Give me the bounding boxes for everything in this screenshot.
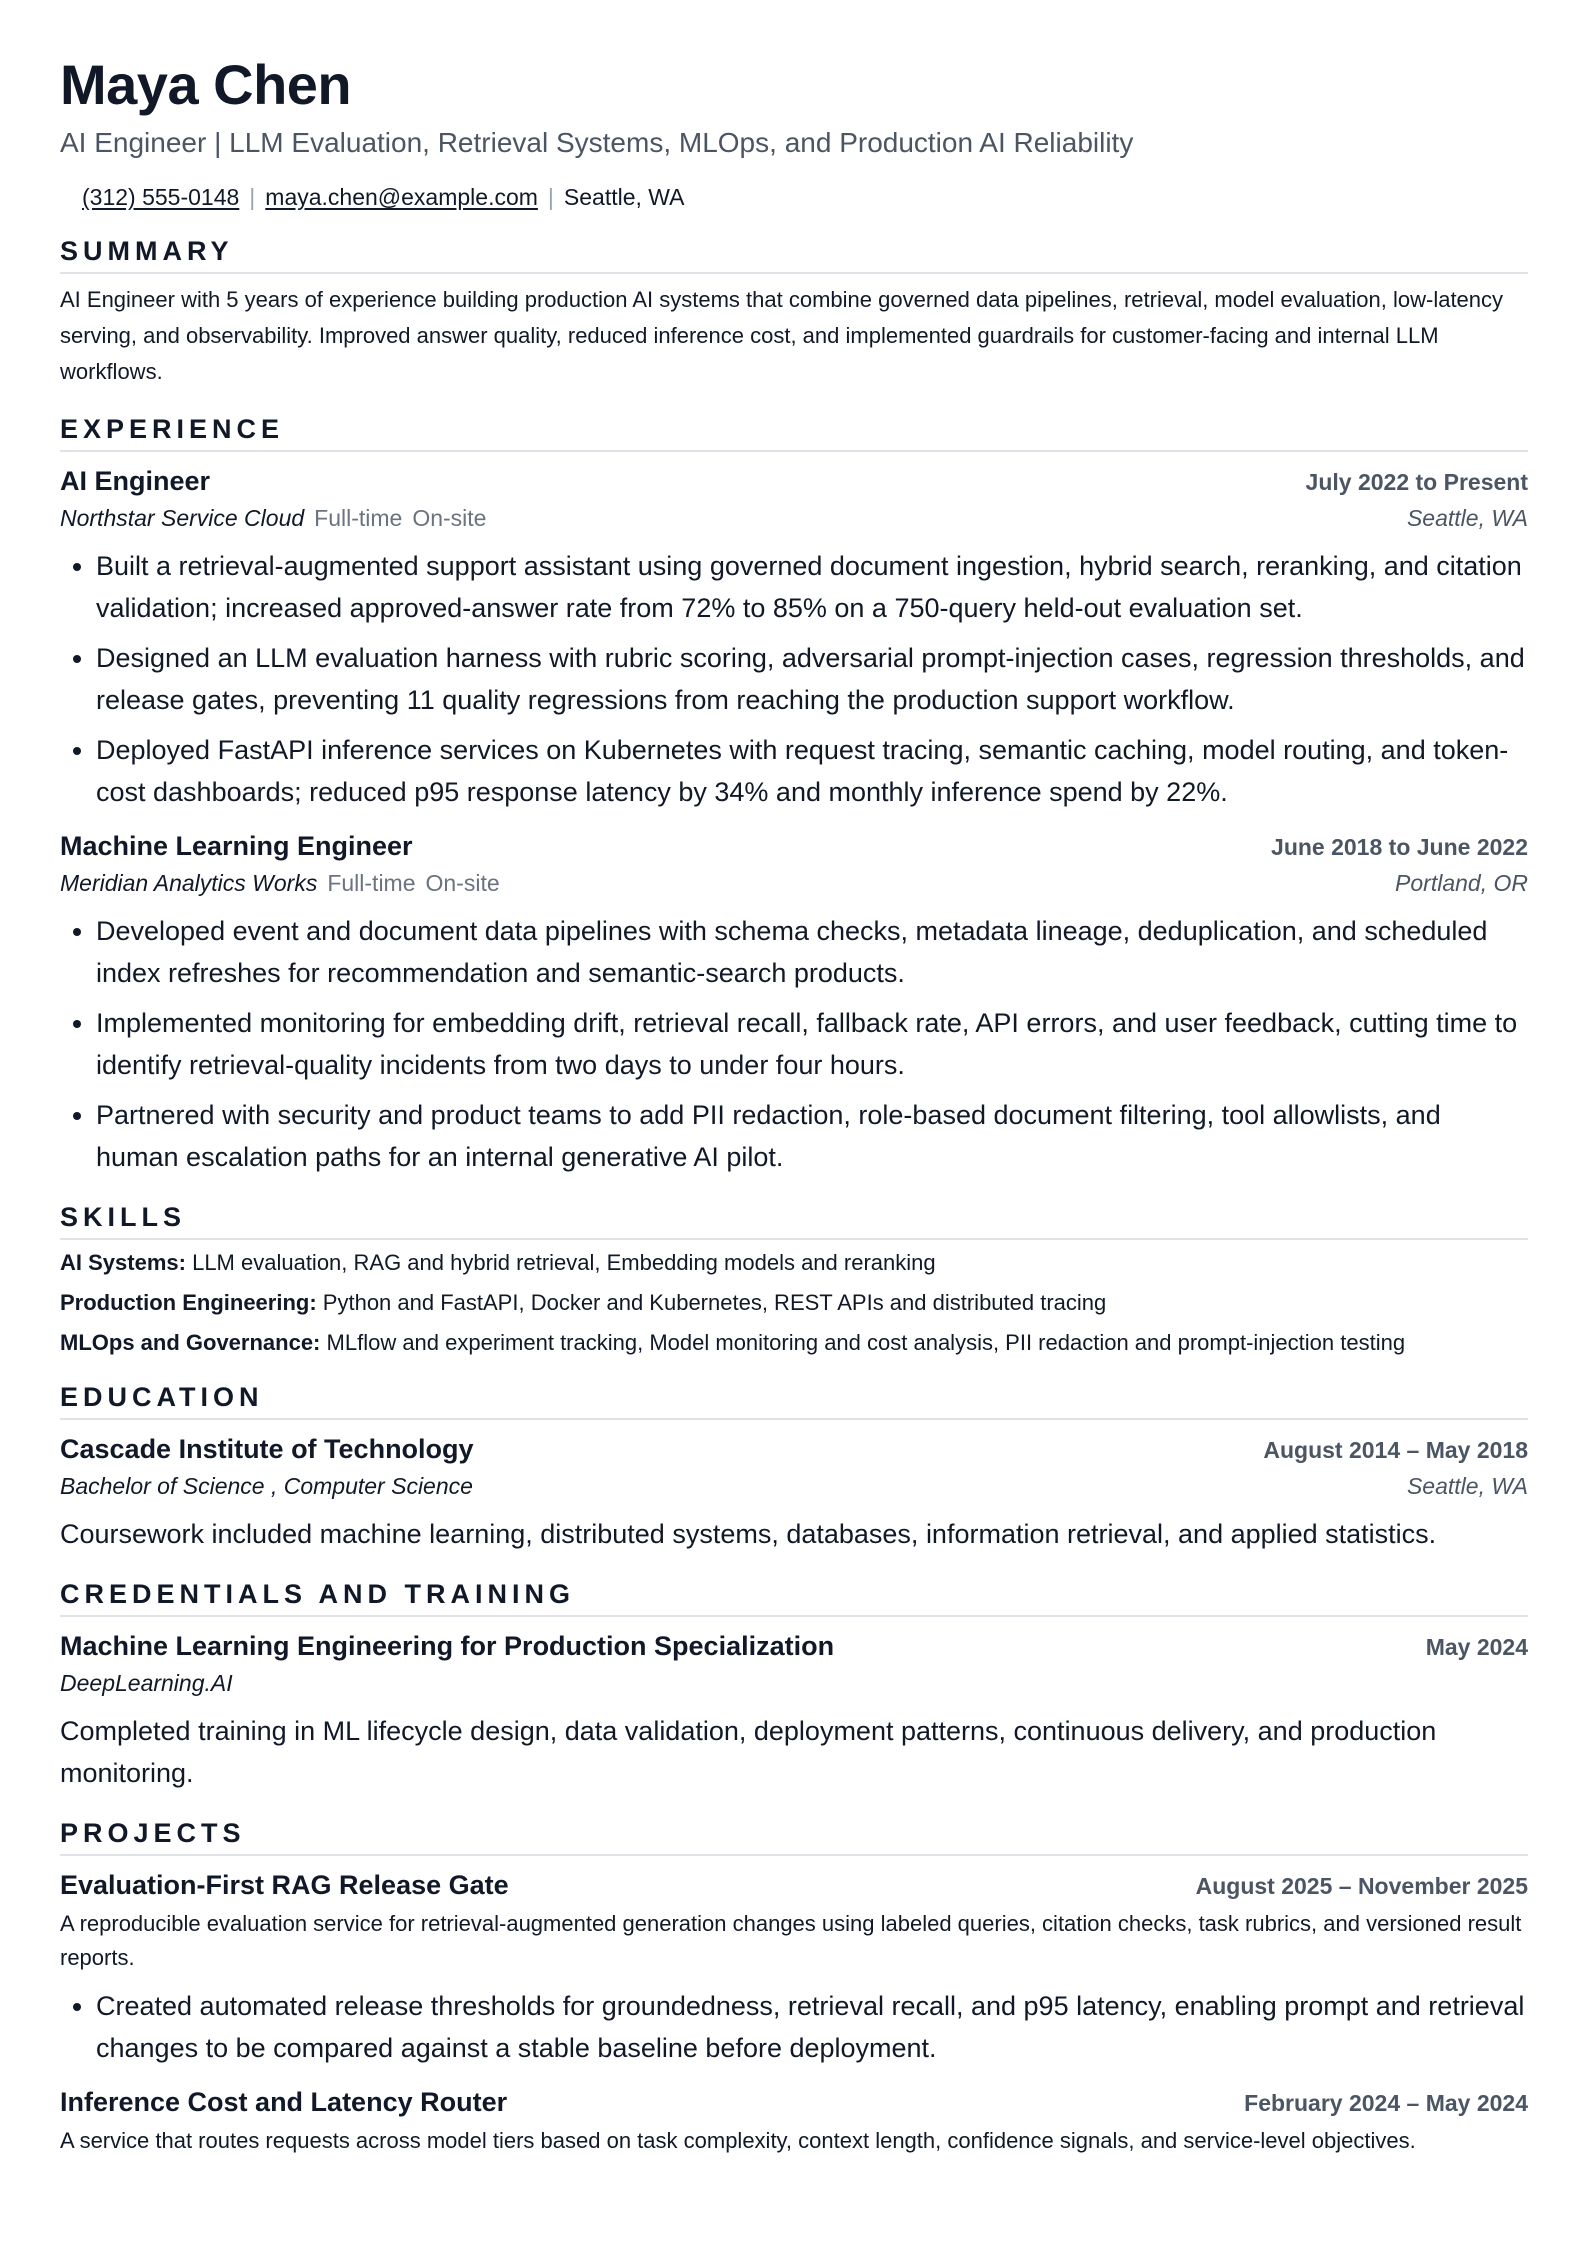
job-entry [60, 462, 1528, 813]
education-entry [60, 1430, 1528, 1555]
credential-date: May 2024 [1425, 1634, 1528, 1660]
project-description: A service that routes requests across model tiers based on task complexity, context length, confidence signals, and service-level objectives. [60, 2128, 1416, 2153]
list-item: • Partnered with security and product teams to add PII redaction, role-based document filtering, tool allowlists, and human escalation paths for an internal generative AI pilot. [96, 1094, 1528, 1178]
project-entry [60, 1866, 1528, 2069]
skill-group-label: AI Systems: [60, 1250, 186, 1275]
summary-text: AI Engineer with 5 years of experience building production AI systems that combine governed data pipelines, retrieval, model evaluation, low-latency serving, and observability. Improved answer quality, reduced inference cost, and implemented guardrails for customer-facing and internal LLM workflows. [60, 287, 1504, 384]
education-details: Coursework included machine learning, distributed systems, databases, information retrieval, and applied statistics. [60, 1519, 1437, 1549]
credentials-section [60, 1577, 1528, 1794]
degree: Bachelor of Science , Computer Science [60, 1473, 473, 1499]
section-title: SUMMARY [60, 234, 1528, 274]
phone-link[interactable]: (312) 555-0148 [82, 184, 240, 210]
projects-section [60, 1816, 1528, 2158]
section-title: EXPERIENCE [60, 412, 1528, 452]
section-title: EDUCATION [60, 1380, 1528, 1420]
job-dates: July 2022 to Present [1305, 469, 1528, 495]
skill-group-items: MLflow and experiment tracking, Model monitoring and cost analysis, PII redaction and prompt-injection testing [326, 1330, 1406, 1355]
list-item: • Built a retrieval-augmented support assistant using governed document ingestion, hybrid search, reranking, and citation validation; increased approved-answer rate from 72% to 85% on a 750-query held-out evaluation set. [96, 545, 1528, 629]
skill-group-label: Production Engineering: [60, 1290, 317, 1315]
candidate-name: Maya Chen [60, 53, 352, 116]
project-name: Inference Cost and Latency Router [60, 2087, 508, 2117]
contact-line [82, 182, 1528, 212]
school-location: Seattle, WA [1406, 1473, 1528, 1499]
project-description: A reproducible evaluation service for retrieval-augmented generation changes using labeled queries, citation checks, task rubrics, and versioned result reports. [60, 1911, 1522, 1970]
summary-section [60, 234, 1528, 390]
skill-group-label: MLOps and Governance: [60, 1330, 321, 1355]
credential-entry [60, 1627, 1528, 1794]
list-item: • Implemented monitoring for embedding drift, retrieval recall, fallback rate, API errors, and user feedback, cutting time to identify retrieval-quality incidents from two days to under four hours. [96, 1002, 1528, 1086]
skill-group [60, 1248, 1528, 1278]
job-company: Meridian Analytics Works [60, 870, 318, 896]
school-name: Cascade Institute of Technology [60, 1434, 474, 1464]
section-title: PROJECTS [60, 1816, 1528, 1856]
job-company-line [60, 501, 486, 535]
skill-group [60, 1288, 1528, 1318]
job-bullets [60, 545, 1528, 813]
section-title: SKILLS [60, 1200, 1528, 1240]
resume-header [60, 52, 1528, 212]
list-item: • Designed an LLM evaluation harness with rubric scoring, adversarial prompt-injection cases, regression thresholds, and release gates, preventing 11 quality regressions from reaching the production support workflow. [96, 637, 1528, 721]
job-bullets [60, 910, 1528, 1178]
skill-group-items: LLM evaluation, RAG and hybrid retrieval, Embedding models and reranking [192, 1250, 936, 1275]
education-dates: August 2014 – May 2018 [1263, 1437, 1528, 1463]
skill-group-items: Python and FastAPI, Docker and Kubernetes, REST APIs and distributed tracing [322, 1290, 1107, 1315]
project-entry [60, 2083, 1528, 2158]
credential-details: Completed training in ML lifecycle design, data validation, deployment patterns, continuous delivery, and production monitoring. [60, 1716, 1437, 1788]
project-name: Evaluation-First RAG Release Gate [60, 1870, 509, 1900]
job-company: Northstar Service Cloud [60, 505, 305, 531]
job-company-line [60, 866, 500, 900]
list-item: • Created automated release thresholds for groundedness, retrieval recall, and p95 latency, enabling prompt and retrieval changes to be compared against a stable baseline before deployment. [96, 1985, 1528, 2069]
education-section [60, 1380, 1528, 1555]
contact-separator: | [547, 184, 554, 210]
job-mode: On-site [412, 505, 487, 531]
job-location: Portland, OR [1395, 870, 1528, 896]
credential-name: Machine Learning Engineering for Production Specialization [60, 1631, 835, 1661]
skills-section [60, 1200, 1528, 1358]
job-type: Full-time [327, 870, 416, 896]
email-link[interactable]: maya.chen@example.com [265, 184, 538, 210]
experience-section [60, 412, 1528, 1178]
job-type: Full-time [314, 505, 403, 531]
list-item: • Deployed FastAPI inference services on Kubernetes with request tracing, semantic caching, model routing, and token-cost dashboards; reduced p95 response latency by 34% and monthly inference spend by 22%. [96, 729, 1528, 813]
project-dates: August 2025 – November 2025 [1195, 1873, 1528, 1899]
contact-separator: | [249, 184, 256, 210]
job-role: Machine Learning Engineer [60, 831, 413, 861]
job-location: Seattle, WA [1406, 505, 1528, 531]
project-dates: February 2024 – May 2024 [1244, 2090, 1528, 2116]
candidate-headline: AI Engineer | LLM Evaluation, Retrieval Systems, MLOps, and Production AI Reliability [60, 127, 1134, 158]
job-role: AI Engineer [60, 466, 211, 496]
credential-issuer: DeepLearning.AI [60, 1670, 233, 1696]
list-item: • Developed event and document data pipelines with schema checks, metadata lineage, deduplication, and scheduled index refreshes for recommendation and semantic-search products. [96, 910, 1528, 994]
project-bullets [60, 1985, 1528, 2069]
section-title: CREDENTIALS AND TRAINING [60, 1577, 1528, 1617]
job-entry [60, 827, 1528, 1178]
job-dates: June 2018 to June 2022 [1271, 834, 1528, 860]
job-mode: On-site [425, 870, 500, 896]
skill-group [60, 1328, 1528, 1358]
contact-location: Seattle, WA [563, 184, 685, 210]
